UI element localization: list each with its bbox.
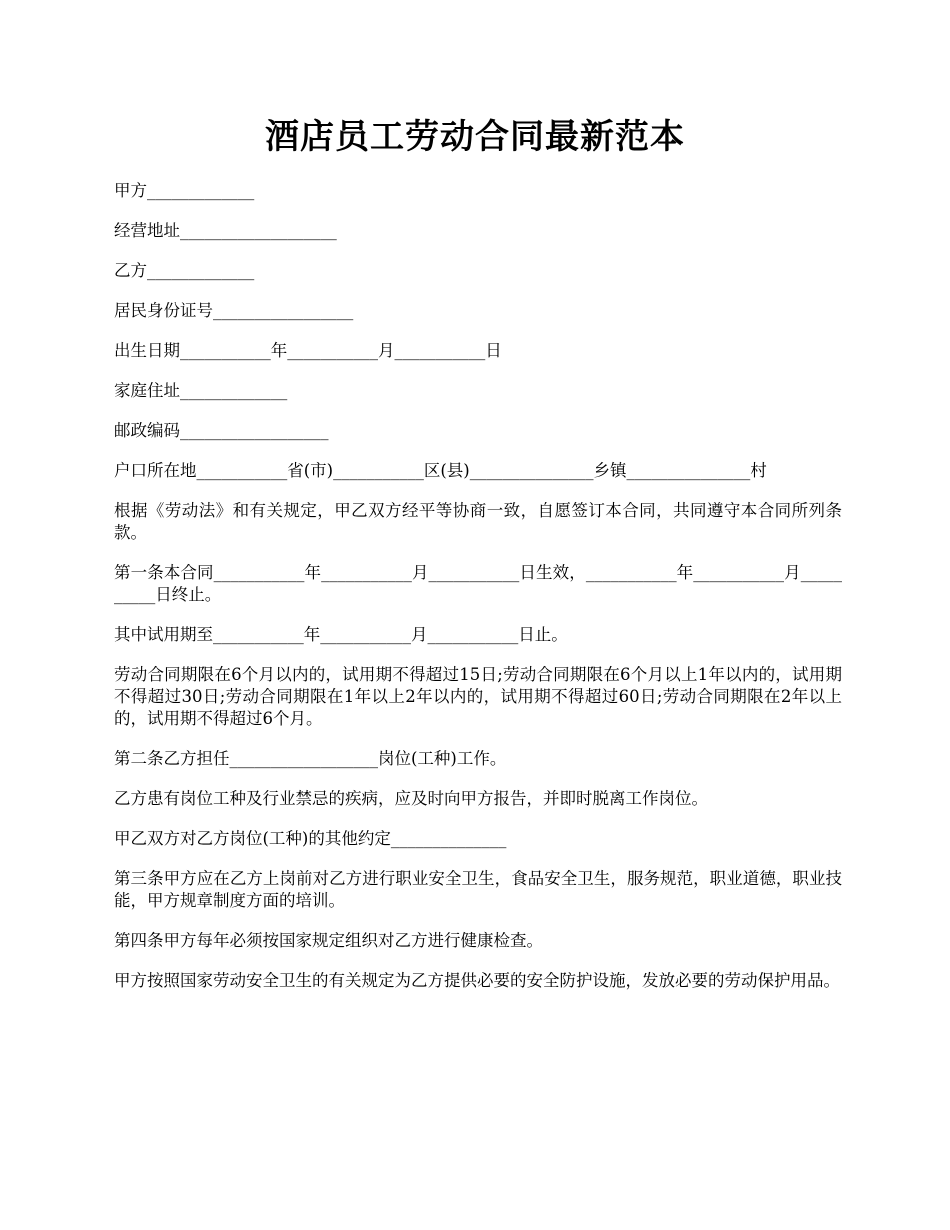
field-postal-code: 邮政编码__________________ [114, 421, 329, 440]
field-birth-date: 出生日期___________年___________月___________日 [114, 341, 502, 360]
field-household-registration: 户口所在地___________省(市)___________区(县)_______________乡镇_______________村 [114, 461, 767, 480]
field-home-address: 家庭住址_____________ [114, 381, 288, 400]
probation-period: 其中试用期至___________年___________月___________日止。 [114, 625, 568, 644]
disease-report-clause: 乙方患有岗位工种及行业禁忌的疾病，应及时向甲方报告，并即时脱离工作岗位。 [114, 789, 708, 808]
document-body [114, 180, 842, 1010]
other-position-agreement: 甲乙双方对乙方岗位(工种)的其他约定______________ [114, 829, 507, 848]
field-id-number: 居民身份证号_________________ [114, 301, 354, 320]
article-3-training: 第三条甲方应在乙方上岗前对乙方进行职业安全卫生，食品安全卫生，服务规范，职业道德，职业技能，甲方规章制度方面的培训。 [114, 869, 842, 910]
article-4-health-check: 第四条甲方每年必须按国家规定组织对乙方进行健康检查。 [114, 931, 543, 950]
preamble-paragraph: 根据《劳动法》和有关规定，甲乙双方经平等协商一致，自愿签订本合同，共同遵守本合同所列条款。 [114, 501, 842, 542]
field-party-b: 乙方_____________ [114, 261, 255, 280]
article-2-position: 第二条乙方担任__________________岗位(工种)工作。 [114, 749, 507, 768]
field-party-a: 甲方_____________ [114, 181, 255, 200]
article-1-term: 第一条本合同___________年___________月___________日生效，___________年___________月__________日终止。 [114, 563, 842, 604]
safety-protection-clause: 甲方按照国家劳动安全卫生的有关规定为乙方提供必要的安全防护设施，发放必要的劳动保护用品。 [114, 971, 840, 990]
probation-rules: 劳动合同期限在6个月以内的，试用期不得超过15日;劳动合同期限在6个月以上1年以内的，试用期不得超过30日;劳动合同期限在1年以上2年以内的，试用期不得超过60日;劳动合同期限在2年以上的，试用期不得超过6个月。 [114, 665, 842, 728]
document-title: 酒店员工劳动合同最新范本 [265, 117, 685, 157]
field-business-address: 经营地址___________________ [114, 221, 337, 240]
